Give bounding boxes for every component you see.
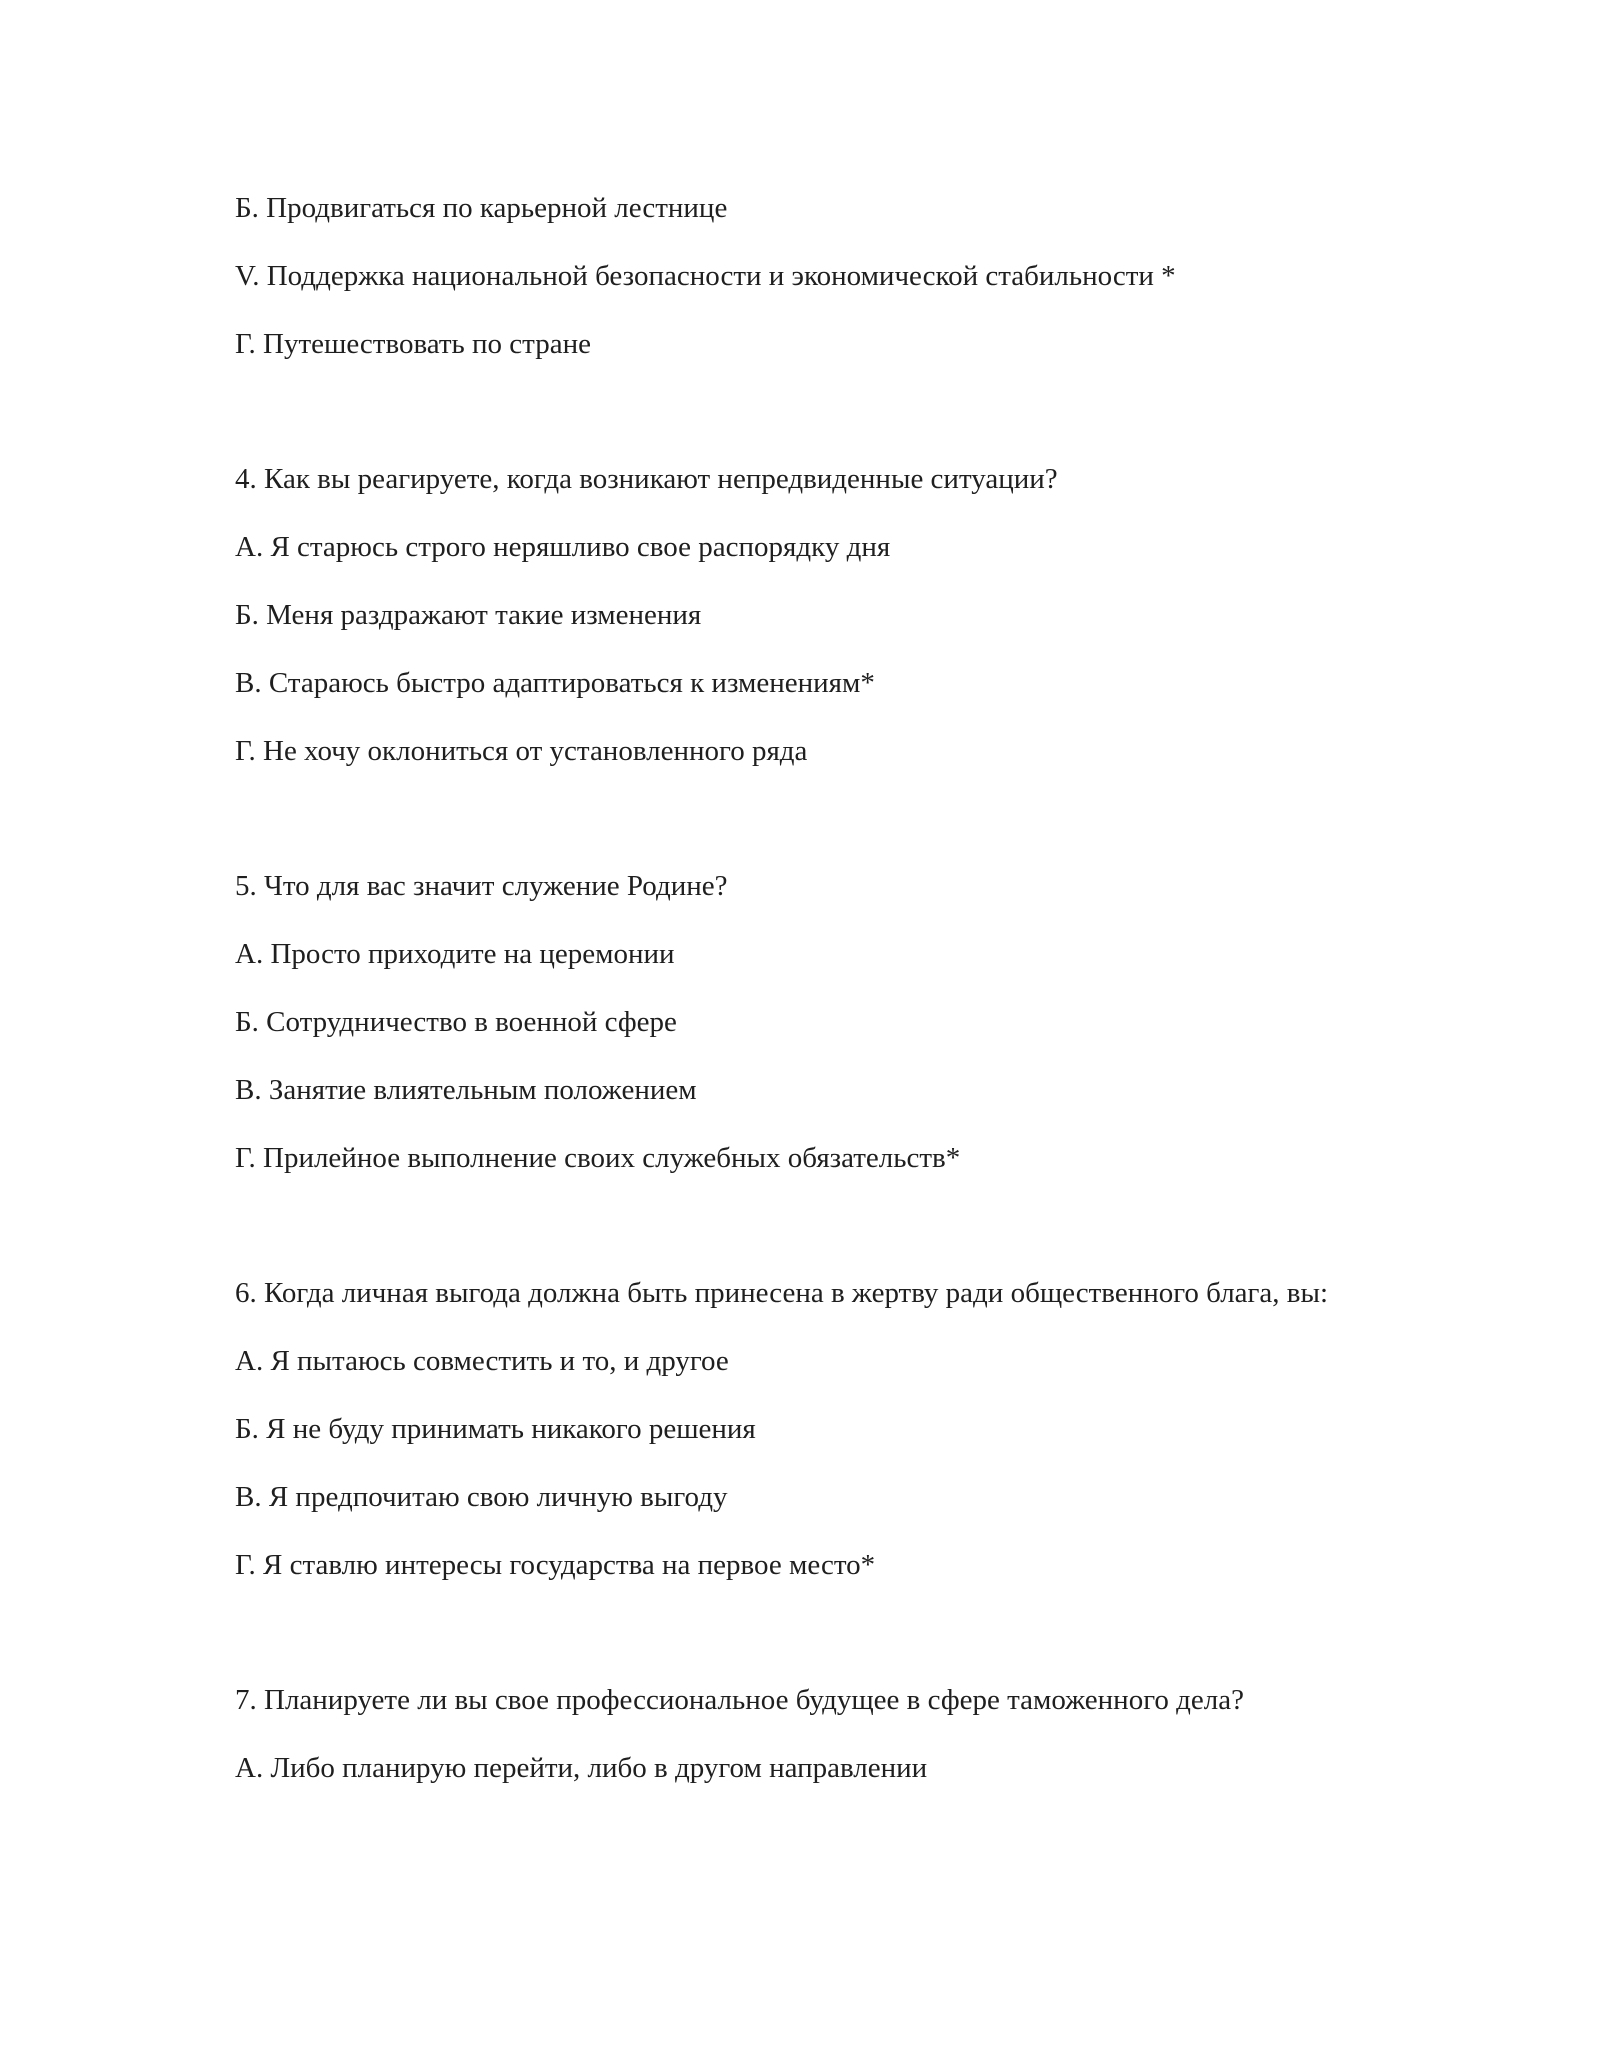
q4-option-b: Б. Меня раздражают такие изменения bbox=[235, 599, 702, 631]
q4-option-g: Г. Не хочу оклониться от установленного ряда bbox=[235, 735, 808, 767]
q5-option-v: В. Занятие влиятельным положением bbox=[235, 1074, 697, 1106]
q5-option-b: Б. Сотрудничество в военной сфере bbox=[235, 1006, 677, 1038]
spacer bbox=[235, 799, 1365, 866]
q7-option-a: А. Либо планирую перейти, либо в другом направлении bbox=[235, 1752, 928, 1784]
q5-option-a: А. Просто приходите на церемонии bbox=[235, 938, 675, 970]
q3-option-v: V. Поддержка национальной безопасности и экономической стабильности * bbox=[235, 260, 1176, 292]
question-3-continuation bbox=[235, 188, 1365, 364]
question-5 bbox=[235, 866, 1365, 1178]
q4-option-v: В. Стараюсь быстро адаптироваться к изменениям* bbox=[235, 667, 875, 699]
q5-text: 5. Что для вас значит служение Родине? bbox=[235, 870, 728, 902]
q6-option-g: Г. Я ставлю интересы государства на первое место* bbox=[235, 1549, 876, 1581]
q4-option-a: А. Я старюсь строго неряшливо свое распорядку дня bbox=[235, 531, 891, 563]
q6-option-v: В. Я предпочитаю свою личную выгоду bbox=[235, 1481, 728, 1513]
q7-text: 7. Планируете ли вы свое профессиональное будущее в сфере таможенного дела? bbox=[235, 1684, 1244, 1716]
q6-text: 6. Когда личная выгода должна быть принесена в жертву ради общественного блага, вы: bbox=[235, 1277, 1329, 1309]
q4-text: 4. Как вы реагируете, когда возникают непредвиденные ситуации? bbox=[235, 463, 1058, 495]
q6-option-b: Б. Я не буду принимать никакого решения bbox=[235, 1413, 756, 1445]
q3-option-b: Б. Продвигаться по карьерной лестнице bbox=[235, 192, 728, 224]
spacer bbox=[235, 1206, 1365, 1273]
question-4 bbox=[235, 459, 1365, 771]
spacer bbox=[235, 1613, 1365, 1680]
q5-option-g: Г. Прилейное выполнение своих служебных обязательств* bbox=[235, 1142, 961, 1174]
question-6 bbox=[235, 1273, 1365, 1585]
q3-option-g: Г. Путешествовать по стране bbox=[235, 328, 591, 360]
question-7 bbox=[235, 1680, 1365, 1788]
questionnaire-body bbox=[235, 188, 1365, 1816]
spacer bbox=[235, 392, 1365, 459]
q6-option-a: А. Я пытаюсь совместить и то, и другое bbox=[235, 1345, 729, 1377]
